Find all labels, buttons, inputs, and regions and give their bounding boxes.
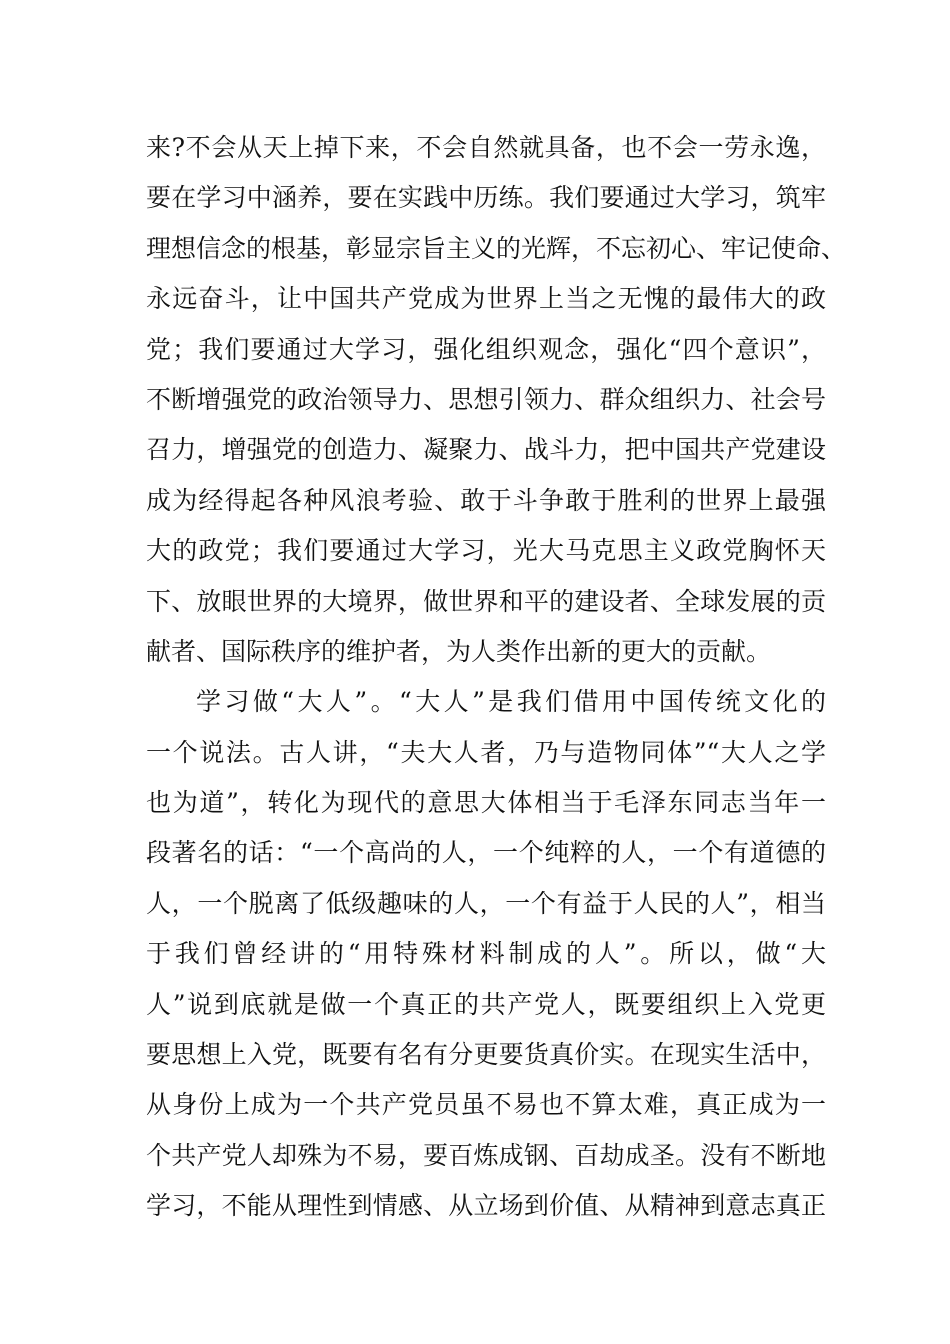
- text-line: 党；我们要通过大学习，强化组织观念，强化“四个意识”，: [146, 334, 826, 364]
- text-line: 学习，不能从理性到情感、从立场到价值、从精神到意志真正: [146, 1191, 826, 1221]
- body-text: [146, 128, 847, 1237]
- text-line: 大的政党；我们要通过大学习，光大马克思主义政党胸怀天: [146, 536, 826, 566]
- text-line: 要思想上入党，既要有名有分更要货真价实。在现实生活中，: [146, 1040, 826, 1070]
- text-line: 于我们曾经讲的“用特殊材料制成的人”。所以，做“大: [146, 939, 826, 969]
- text-line: 人，一个脱离了低级趣味的人，一个有益于人民的人”，相当: [146, 888, 826, 918]
- text-line: 理想信念的根基，彰显宗旨主义的光辉，不忘初心、牢记使命、: [146, 233, 847, 263]
- text-line: 段著名的话：“一个高尚的人，一个纯粹的人，一个有道德的: [146, 838, 826, 868]
- paragraph-last-line: 献者、国际秩序的维护者，为人类作出新的更大的贡献。: [146, 636, 772, 666]
- text-line: 也为道”，转化为现代的意思大体相当于毛泽东同志当年一: [146, 788, 826, 818]
- text-line: 一个说法。古人讲，“夫大人者，乃与造物同体”“大人之学: [146, 737, 826, 767]
- text-line: 不断增强党的政治领导力、思想引领力、群众组织力、社会号: [146, 384, 826, 414]
- text-line: 要在学习中涵养，要在实践中历练。我们要通过大学习，筑牢: [146, 183, 826, 213]
- text-line: 永远奋斗，让中国共产党成为世界上当之无愧的最伟大的政: [146, 284, 826, 314]
- text-line: 召力，增强党的创造力、凝聚力、战斗力，把中国共产党建设: [146, 435, 826, 465]
- text-line: 人”说到底就是做一个真正的共产党人，既要组织上入党更: [146, 989, 826, 1019]
- text-line: 成为经得起各种风浪考验、敢于斗争敢于胜利的世界上最强: [146, 485, 826, 515]
- text-line: 从身份上成为一个共产党员虽不易也不算太难，真正成为一: [146, 1090, 826, 1120]
- text-line: 来?不会从天上掉下来，不会自然就具备，也不会一劳永逸，: [146, 133, 826, 162]
- text-line: 个共产党人却殊为不易，要百炼成钢、百劫成圣。没有不断地: [146, 1140, 826, 1170]
- paragraph-first-line: 学习做“大人”。“大人”是我们借用中国传统文化的: [196, 687, 826, 717]
- text-line: 下、放眼世界的大境界，做世界和平的建设者、全球发展的贡: [146, 586, 826, 616]
